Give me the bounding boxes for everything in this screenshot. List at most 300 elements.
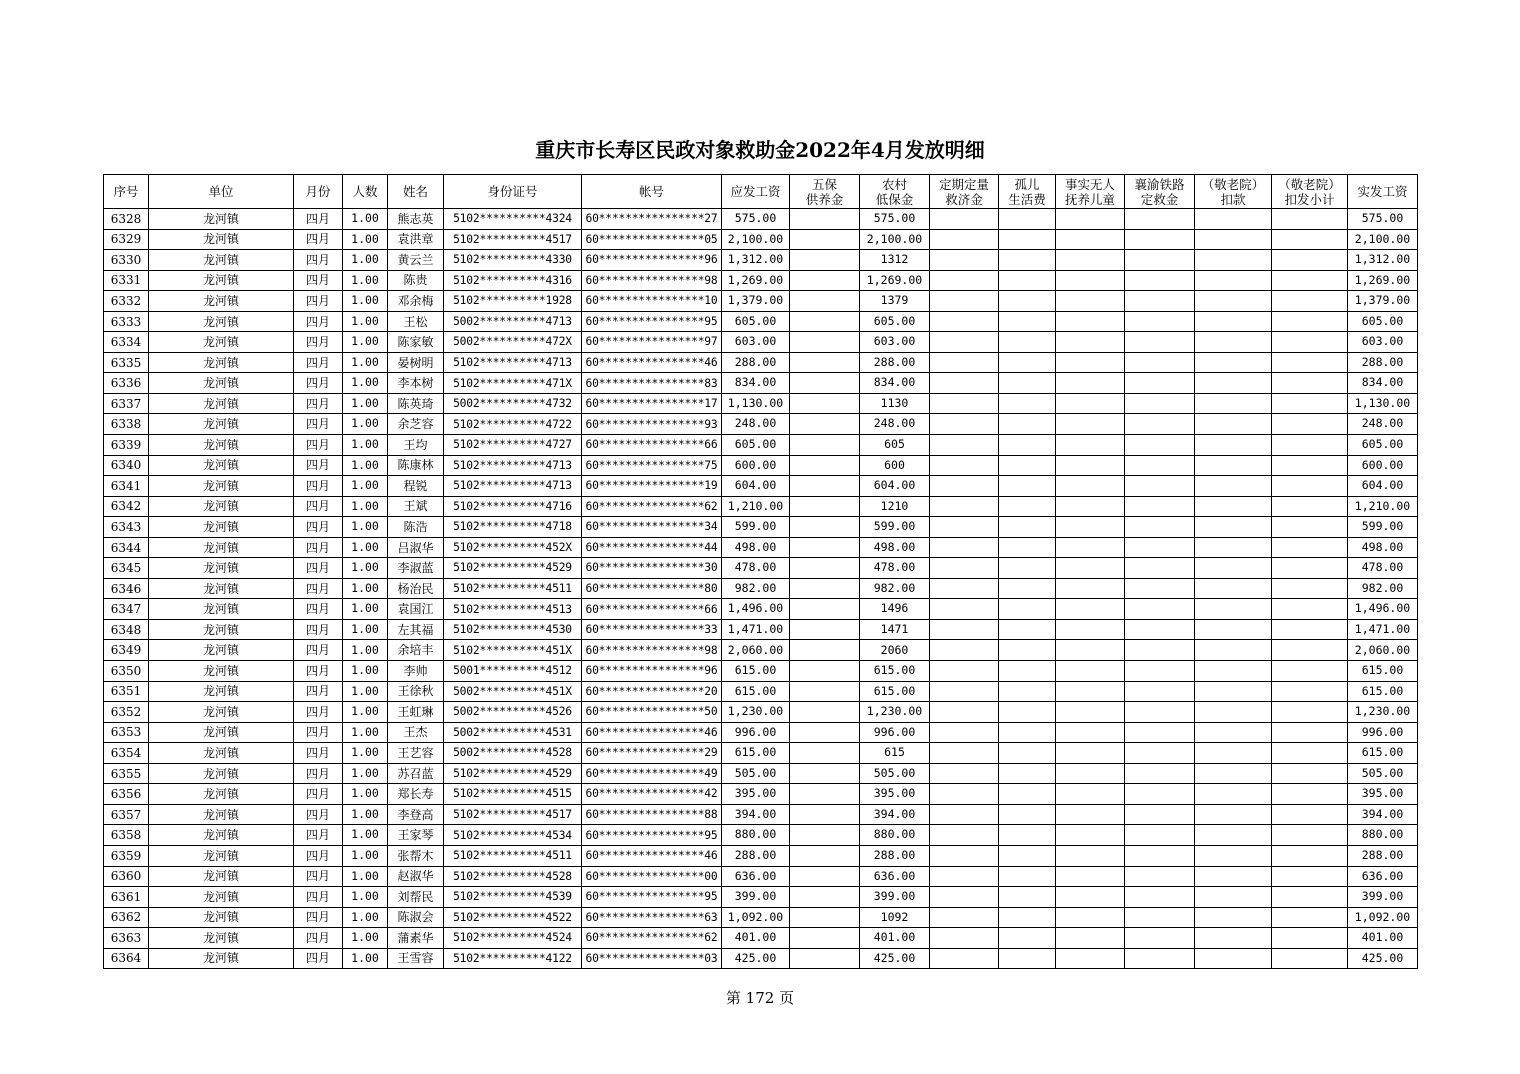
table-cell: 王雪容	[388, 948, 444, 969]
table-row	[104, 722, 1418, 743]
table-cell	[930, 558, 999, 579]
table-cell	[790, 517, 860, 538]
table-cell	[999, 517, 1056, 538]
table-cell	[1195, 681, 1272, 702]
table-cell	[790, 599, 860, 620]
table-cell: 60****************95	[582, 887, 722, 908]
table-cell	[1195, 907, 1272, 928]
table-cell: 1.00	[343, 414, 388, 435]
table-cell: 2,100.00	[1348, 229, 1418, 250]
table-cell: 1,230.00	[722, 702, 790, 723]
table-cell: 604.00	[1348, 476, 1418, 497]
table-cell	[999, 373, 1056, 394]
table-cell	[1272, 229, 1348, 250]
table-cell	[790, 825, 860, 846]
table-cell	[930, 763, 999, 784]
table-cell	[1125, 455, 1195, 476]
table-cell	[1272, 311, 1348, 332]
table-cell	[790, 373, 860, 394]
table-cell: 1.00	[343, 229, 388, 250]
table-cell: 1.00	[343, 332, 388, 353]
table-cell	[1272, 887, 1348, 908]
table-cell	[790, 661, 860, 682]
table-cell	[790, 311, 860, 332]
table-cell: 1.00	[343, 681, 388, 702]
table-cell	[790, 455, 860, 476]
table-cell: 60****************63	[582, 907, 722, 928]
table-cell	[1125, 270, 1195, 291]
table-cell: 1.00	[343, 393, 388, 414]
table-cell: 5102**********4513	[444, 599, 582, 620]
column-header: 序号	[104, 175, 149, 209]
table-cell: 60****************96	[582, 250, 722, 271]
table-cell	[1125, 845, 1195, 866]
table-cell: 王松	[388, 311, 444, 332]
table-cell	[1272, 578, 1348, 599]
table-cell	[790, 270, 860, 291]
table-cell: 四月	[294, 270, 343, 291]
table-cell: 1.00	[343, 804, 388, 825]
table-cell	[1272, 373, 1348, 394]
table-cell: 龙河镇	[149, 928, 294, 949]
table-cell	[930, 332, 999, 353]
table-cell: 1.00	[343, 907, 388, 928]
table-cell: 60****************66	[582, 599, 722, 620]
table-cell: 四月	[294, 476, 343, 497]
table-cell	[1195, 702, 1272, 723]
table-cell: 401.00	[860, 928, 930, 949]
table-cell	[790, 476, 860, 497]
table-row	[104, 578, 1418, 599]
table-cell: 880.00	[1348, 825, 1418, 846]
table-cell	[930, 476, 999, 497]
table-cell: 399.00	[722, 887, 790, 908]
table-cell	[1195, 476, 1272, 497]
table-cell: 425.00	[860, 948, 930, 969]
table-cell	[1056, 250, 1125, 271]
table-cell	[1195, 804, 1272, 825]
table-row	[104, 887, 1418, 908]
table-cell: 四月	[294, 373, 343, 394]
table-cell: 834.00	[860, 373, 930, 394]
table-row	[104, 476, 1418, 497]
table-cell: 龙河镇	[149, 476, 294, 497]
table-cell	[1056, 291, 1125, 312]
table-cell	[1056, 311, 1125, 332]
table-cell: 龙河镇	[149, 270, 294, 291]
table-cell	[930, 661, 999, 682]
table-cell: 李登高	[388, 804, 444, 825]
table-cell	[1125, 558, 1195, 579]
table-row	[104, 907, 1418, 928]
table-cell: 龙河镇	[149, 784, 294, 805]
table-cell: 蒲素华	[388, 928, 444, 949]
table-cell: 6333	[104, 311, 149, 332]
table-cell	[1272, 435, 1348, 456]
table-row	[104, 311, 1418, 332]
table-cell	[1195, 332, 1272, 353]
table-cell	[790, 558, 860, 579]
table-cell: 熊志英	[388, 209, 444, 230]
table-cell	[1272, 702, 1348, 723]
table-cell: 1.00	[343, 702, 388, 723]
table-cell: 6329	[104, 229, 149, 250]
table-cell: 龙河镇	[149, 702, 294, 723]
table-cell: 袁洪章	[388, 229, 444, 250]
table-cell	[999, 784, 1056, 805]
table-cell: 四月	[294, 784, 343, 805]
table-cell: 1.00	[343, 558, 388, 579]
table-cell: 425.00	[722, 948, 790, 969]
table-cell: 5102**********4718	[444, 517, 582, 538]
table-cell: 599.00	[860, 517, 930, 538]
table-cell: 5102**********4517	[444, 229, 582, 250]
table-cell: 龙河镇	[149, 661, 294, 682]
table-cell: 四月	[294, 291, 343, 312]
table-cell	[1056, 373, 1125, 394]
table-cell: 599.00	[1348, 517, 1418, 538]
table-cell	[1195, 393, 1272, 414]
table-cell	[1056, 414, 1125, 435]
table-cell: 5102**********4511	[444, 845, 582, 866]
table-cell: 1,471.00	[722, 619, 790, 640]
table-cell: 60****************46	[582, 845, 722, 866]
table-cell	[930, 804, 999, 825]
table-cell	[999, 681, 1056, 702]
table-cell	[1056, 928, 1125, 949]
column-header: 定期定量 救济金	[930, 175, 999, 209]
table-cell	[1272, 393, 1348, 414]
table-cell: 赵淑华	[388, 866, 444, 887]
table-cell: 1,269.00	[860, 270, 930, 291]
table-cell: 60****************75	[582, 455, 722, 476]
table-row	[104, 804, 1418, 825]
table-cell: 王虹琳	[388, 702, 444, 723]
table-cell	[790, 866, 860, 887]
table-cell: 600.00	[1348, 455, 1418, 476]
table-row	[104, 229, 1418, 250]
table-cell	[1125, 928, 1195, 949]
table-cell	[1056, 722, 1125, 743]
table-cell: 1,092.00	[722, 907, 790, 928]
table-cell: 龙河镇	[149, 537, 294, 558]
table-cell: 6344	[104, 537, 149, 558]
table-cell: 6348	[104, 619, 149, 640]
table-cell	[999, 270, 1056, 291]
table-cell	[1125, 373, 1195, 394]
table-cell: 615.00	[722, 743, 790, 764]
table-cell	[790, 804, 860, 825]
table-cell: 399.00	[860, 887, 930, 908]
table-cell: 5002**********4531	[444, 722, 582, 743]
table-cell	[1056, 866, 1125, 887]
table-cell	[1125, 578, 1195, 599]
table-cell: 龙河镇	[149, 619, 294, 640]
table-cell: 1,130.00	[1348, 393, 1418, 414]
table-cell: 5102**********4713	[444, 476, 582, 497]
table-cell: 288.00	[722, 352, 790, 373]
table-row	[104, 455, 1418, 476]
table-cell	[930, 640, 999, 661]
table-cell: 陈贵	[388, 270, 444, 291]
table-cell: 60****************19	[582, 476, 722, 497]
table-cell: 李本树	[388, 373, 444, 394]
table-cell: 6330	[104, 250, 149, 271]
table-cell: 杨治民	[388, 578, 444, 599]
table-cell	[1125, 887, 1195, 908]
table-cell: 陈康林	[388, 455, 444, 476]
table-cell	[999, 825, 1056, 846]
table-cell: 60****************34	[582, 517, 722, 538]
table-cell: 6349	[104, 640, 149, 661]
table-cell	[930, 435, 999, 456]
table-cell	[1272, 291, 1348, 312]
table-cell	[1056, 537, 1125, 558]
table-cell	[790, 578, 860, 599]
table-cell: 1.00	[343, 784, 388, 805]
table-cell: 1,092.00	[1348, 907, 1418, 928]
table-cell: 龙河镇	[149, 804, 294, 825]
table-cell: 吕淑华	[388, 537, 444, 558]
table-cell	[999, 661, 1056, 682]
table-cell: 60****************95	[582, 311, 722, 332]
table-cell	[930, 599, 999, 620]
table-cell	[930, 352, 999, 373]
table-cell: 394.00	[1348, 804, 1418, 825]
column-header: 应发工资	[722, 175, 790, 209]
table-cell	[930, 619, 999, 640]
table-cell: 996.00	[1348, 722, 1418, 743]
table-row	[104, 763, 1418, 784]
table-cell: 615.00	[1348, 681, 1418, 702]
table-cell: 248.00	[1348, 414, 1418, 435]
table-cell: 1,230.00	[1348, 702, 1418, 723]
table-cell: 1.00	[343, 948, 388, 969]
table-cell: 四月	[294, 866, 343, 887]
table-cell	[1272, 722, 1348, 743]
table-cell	[1272, 496, 1348, 517]
table-cell: 60****************29	[582, 743, 722, 764]
table-cell: 6350	[104, 661, 149, 682]
table-cell: 1130	[860, 393, 930, 414]
table-cell	[1125, 702, 1195, 723]
column-header: 人数	[343, 175, 388, 209]
table-cell	[1125, 352, 1195, 373]
table-cell: 黄云兰	[388, 250, 444, 271]
table-cell: 1,471.00	[1348, 619, 1418, 640]
table-cell	[1272, 476, 1348, 497]
table-cell: 四月	[294, 928, 343, 949]
table-cell	[999, 414, 1056, 435]
table-cell: 6360	[104, 866, 149, 887]
table-cell	[1056, 845, 1125, 866]
table-row	[104, 393, 1418, 414]
table-cell: 袁国江	[388, 599, 444, 620]
table-cell: 四月	[294, 435, 343, 456]
table-cell	[790, 763, 860, 784]
table-cell	[1272, 599, 1348, 620]
table-cell: 60****************98	[582, 270, 722, 291]
table-cell: 1,312.00	[722, 250, 790, 271]
table-cell	[930, 578, 999, 599]
table-cell: 晏树明	[388, 352, 444, 373]
table-cell	[930, 270, 999, 291]
table-cell: 636.00	[860, 866, 930, 887]
table-cell: 龙河镇	[149, 393, 294, 414]
table-cell	[1125, 414, 1195, 435]
table-cell: 龙河镇	[149, 209, 294, 230]
table-cell	[1195, 845, 1272, 866]
table-cell: 60****************95	[582, 825, 722, 846]
table-cell	[1125, 291, 1195, 312]
table-cell	[1195, 661, 1272, 682]
table-cell: 603.00	[1348, 332, 1418, 353]
table-cell: 1312	[860, 250, 930, 271]
table-cell: 6332	[104, 291, 149, 312]
table-cell: 605	[860, 435, 930, 456]
table-cell	[999, 332, 1056, 353]
table-cell	[1195, 537, 1272, 558]
table-cell: 5102**********4515	[444, 784, 582, 805]
table-cell: 605.00	[722, 311, 790, 332]
table-cell: 李淑蓝	[388, 558, 444, 579]
table-cell: 2,100.00	[722, 229, 790, 250]
table-cell: 刘帮民	[388, 887, 444, 908]
table-cell: 5102**********4522	[444, 907, 582, 928]
column-header: 实发工资	[1348, 175, 1418, 209]
table-row	[104, 373, 1418, 394]
table-cell: 龙河镇	[149, 558, 294, 579]
table-cell	[999, 845, 1056, 866]
table-cell	[1195, 517, 1272, 538]
table-cell: 5102**********4716	[444, 496, 582, 517]
table-cell: 左其福	[388, 619, 444, 640]
table-cell	[1125, 722, 1195, 743]
table-cell	[1195, 599, 1272, 620]
table-cell: 6362	[104, 907, 149, 928]
table-cell: 龙河镇	[149, 599, 294, 620]
table-cell: 60****************50	[582, 702, 722, 723]
table-row	[104, 599, 1418, 620]
table-cell: 5102**********4713	[444, 352, 582, 373]
table-cell: 王徐秋	[388, 681, 444, 702]
table-cell	[1272, 804, 1348, 825]
table-cell: 395.00	[1348, 784, 1418, 805]
table-cell: 615.00	[860, 681, 930, 702]
column-header: 五保 供养金	[790, 175, 860, 209]
table-cell: 60****************46	[582, 352, 722, 373]
table-cell: 四月	[294, 311, 343, 332]
table-cell: 1496	[860, 599, 930, 620]
table-cell: 60****************33	[582, 619, 722, 640]
table-cell	[999, 291, 1056, 312]
table-cell	[1125, 619, 1195, 640]
table-cell: 60****************42	[582, 784, 722, 805]
table-cell	[1056, 229, 1125, 250]
table-cell: 四月	[294, 948, 343, 969]
table-cell: 2060	[860, 640, 930, 661]
table-cell	[1056, 599, 1125, 620]
table-cell: 1.00	[343, 517, 388, 538]
table-cell: 龙河镇	[149, 640, 294, 661]
table-row	[104, 619, 1418, 640]
table-cell	[930, 414, 999, 435]
table-cell: 60****************27	[582, 209, 722, 230]
table-cell: 1,230.00	[860, 702, 930, 723]
table-cell: 1.00	[343, 270, 388, 291]
table-cell: 四月	[294, 537, 343, 558]
table-cell	[1272, 784, 1348, 805]
table-cell	[999, 435, 1056, 456]
table-cell: 苏召蓝	[388, 763, 444, 784]
table-cell: 6363	[104, 928, 149, 949]
table-cell: 60****************46	[582, 722, 722, 743]
table-cell	[1195, 784, 1272, 805]
table-cell	[1195, 763, 1272, 784]
column-header: 单位	[149, 175, 294, 209]
table-cell: 288.00	[722, 845, 790, 866]
column-header: 襄渝铁路 定救金	[1125, 175, 1195, 209]
table-cell	[1056, 784, 1125, 805]
table-cell: 5102**********4316	[444, 270, 582, 291]
table-cell: 王艺容	[388, 743, 444, 764]
table-cell	[999, 537, 1056, 558]
table-cell	[790, 496, 860, 517]
table-cell: 龙河镇	[149, 743, 294, 764]
table-cell	[1272, 845, 1348, 866]
table-cell: 1.00	[343, 311, 388, 332]
table-cell	[1195, 640, 1272, 661]
column-header: 帐号	[582, 175, 722, 209]
table-cell: 陈英琦	[388, 393, 444, 414]
table-cell	[1195, 743, 1272, 764]
table-cell	[1125, 681, 1195, 702]
table-cell	[999, 393, 1056, 414]
table-cell: 1.00	[343, 928, 388, 949]
table-cell: 60****************03	[582, 948, 722, 969]
table-cell	[1056, 270, 1125, 291]
table-cell	[1195, 250, 1272, 271]
table-cell: 5002**********472X	[444, 332, 582, 353]
table-cell: 604.00	[860, 476, 930, 497]
table-cell: 996.00	[860, 722, 930, 743]
table-cell: 615.00	[1348, 743, 1418, 764]
table-cell: 龙河镇	[149, 332, 294, 353]
table-row	[104, 948, 1418, 969]
table-cell: 615	[860, 743, 930, 764]
table-cell: 四月	[294, 743, 343, 764]
relief-payment-table	[103, 174, 1418, 969]
table-cell: 余培丰	[388, 640, 444, 661]
table-cell	[1272, 537, 1348, 558]
table-cell: 1.00	[343, 435, 388, 456]
table-cell: 1.00	[343, 599, 388, 620]
table-cell: 6338	[104, 414, 149, 435]
table-cell: 5102**********4727	[444, 435, 582, 456]
table-cell: 248.00	[860, 414, 930, 435]
table-cell	[999, 722, 1056, 743]
table-cell: 1092	[860, 907, 930, 928]
table-cell	[790, 907, 860, 928]
table-cell	[1195, 435, 1272, 456]
table-cell: 395.00	[860, 784, 930, 805]
table-cell: 四月	[294, 599, 343, 620]
table-cell: 龙河镇	[149, 291, 294, 312]
table-cell: 401.00	[1348, 928, 1418, 949]
table-cell: 615.00	[722, 681, 790, 702]
table-cell: 880.00	[860, 825, 930, 846]
table-cell: 四月	[294, 722, 343, 743]
